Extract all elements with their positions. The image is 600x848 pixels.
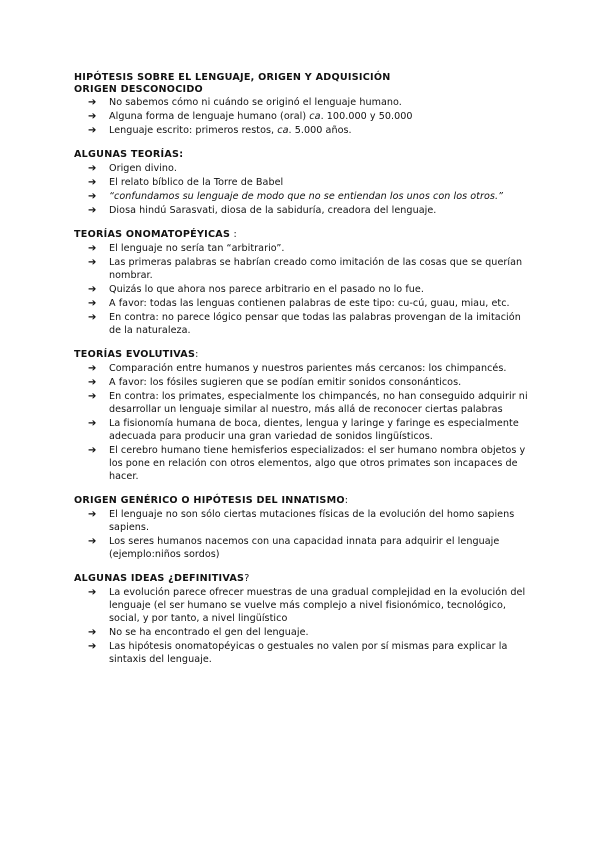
arrow-bullet-icon: ➔ [88, 509, 97, 520]
list-item-text: Las hipótesis onomatopéyicas o gestuales no valen por sí mismas para explicar la sintaxis del lenguaje. [109, 641, 508, 665]
section-heading [74, 495, 534, 507]
bullet-list [74, 508, 534, 561]
arrow-bullet-icon: ➔ [88, 641, 97, 652]
arrow-bullet-icon: ➔ [88, 391, 97, 402]
arrow-bullet-icon: ➔ [88, 125, 97, 136]
arrow-bullet-icon: ➔ [88, 163, 97, 174]
document-page [74, 72, 534, 667]
section-2 [74, 229, 534, 337]
list-item-italic: “confundamos su lenguaje de modo que no se entiendan los unos con los otros.” [109, 191, 504, 202]
title-line-2: ORIGEN DESCONOCIDO [74, 84, 203, 95]
list-item-text: Origen divino. [109, 163, 177, 174]
arrow-bullet-icon: ➔ [88, 445, 97, 456]
arrow-bullet-icon: ➔ [88, 627, 97, 638]
list-item [74, 535, 534, 561]
section-heading [74, 573, 534, 585]
section-heading-tail: ? [244, 573, 250, 584]
bullet-list [74, 162, 534, 217]
section-heading [74, 229, 534, 241]
arrow-bullet-icon: ➔ [88, 587, 97, 598]
arrow-bullet-icon: ➔ [88, 97, 97, 108]
section-heading-tail: : [195, 349, 199, 360]
list-item [74, 242, 534, 255]
arrow-bullet-icon: ➔ [88, 243, 97, 254]
arrow-bullet-icon: ➔ [88, 205, 97, 216]
list-item [74, 586, 534, 625]
list-item [74, 176, 534, 189]
list-item [74, 283, 534, 296]
list-item-text: En contra: no parece lógico pensar que todas las palabras provengan de la imitación de la naturaleza. [109, 312, 521, 336]
list-item [74, 640, 534, 666]
arrow-bullet-icon: ➔ [88, 377, 97, 388]
list-item-text: No se ha encontrado el gen del lenguaje. [109, 627, 309, 638]
arrow-bullet-icon: ➔ [88, 191, 97, 202]
arrow-bullet-icon: ➔ [88, 363, 97, 374]
bullet-list [74, 362, 534, 483]
list-item-text: No sabemos cómo ni cuándo se originó el lenguaje humano. [109, 97, 402, 108]
list-item-pre: Lenguaje escrito: primeros restos, [109, 125, 278, 136]
bullet-list [74, 586, 534, 666]
list-item-it: ca [309, 111, 321, 122]
section-heading-text: TEORÍAS EVOLUTIVAS [74, 349, 196, 360]
list-item [74, 376, 534, 389]
list-item [74, 362, 534, 375]
list-item-text: A favor: todas las lenguas contienen palabras de este tipo: cu-cú, guau, miau, etc. [109, 298, 510, 309]
section-heading-text: TEORÍAS ONOMATOPÉYICAS [74, 229, 231, 240]
section-4 [74, 495, 534, 561]
section-0 [74, 96, 534, 137]
list-item [74, 162, 534, 175]
list-item [74, 444, 534, 483]
list-item-text: El lenguaje no sería tan “arbitrario”. [109, 243, 285, 254]
list-item [74, 96, 534, 109]
list-item-text: La fisionomía humana de boca, dientes, lengua y laringe y faringe es especialmente adecuada para producir una gran variedad de sonidos lingüísticos. [109, 418, 519, 442]
arrow-bullet-icon: ➔ [88, 312, 97, 323]
section-heading-tail: : [230, 229, 237, 240]
list-item-text: Las primeras palabras se habrían creado como imitación de las cosas que se querían nombrar. [109, 257, 523, 281]
arrow-bullet-icon: ➔ [88, 298, 97, 309]
list-item-text: Quizás lo que ahora nos parece arbitrario en el pasado no lo fue. [109, 284, 424, 295]
list-item [74, 311, 534, 337]
section-heading-text: ALGUNAS TEORÍAS: [74, 149, 184, 160]
list-item-text: Los seres humanos nacemos con una capacidad innata para adquirir el lenguaje (ejemplo:niños sordos) [109, 536, 500, 560]
list-item-pre: Alguna forma de lenguaje humano (oral) [109, 111, 310, 122]
arrow-bullet-icon: ➔ [88, 284, 97, 295]
section-heading-text: ORIGEN GENÉRICO O HIPÓTESIS DEL INNATISMO [74, 495, 345, 506]
list-item [74, 626, 534, 639]
list-item [74, 190, 534, 203]
title-line-1: HIPÓTESIS SOBRE EL LENGUAJE, ORIGEN Y ADQUISICIÓN [74, 72, 391, 83]
document-title [74, 72, 534, 96]
list-item-text: Diosa hindú Sarasvati, diosa de la sabiduría, creadora del lenguaje. [109, 205, 437, 216]
section-1 [74, 149, 534, 217]
bullet-list [74, 96, 534, 137]
section-5 [74, 573, 534, 666]
list-item-text: A favor: los fósiles sugieren que se podían emitir sonidos consonánticos. [109, 377, 462, 388]
list-item-text: El lenguaje no son sólo ciertas mutaciones físicas de la evolución del homo sapiens sapiens. [109, 509, 515, 533]
section-heading [74, 349, 534, 361]
arrow-bullet-icon: ➔ [88, 177, 97, 188]
list-item [74, 390, 534, 416]
list-item [74, 124, 534, 137]
list-item-text: Comparación entre humanos y nuestros parientes más cercanos: los chimpancés. [109, 363, 507, 374]
list-item [74, 256, 534, 282]
list-item [74, 508, 534, 534]
section-heading-tail: : [344, 495, 349, 506]
section-heading-text: ALGUNAS IDEAS ¿DEFINITIVAS [74, 573, 245, 584]
arrow-bullet-icon: ➔ [88, 257, 97, 268]
list-item-text: El cerebro humano tiene hemisferios especializados: el ser humano nombra objetos y los pone en relación con otros elementos, algo que otros primates son incapaces de hacer. [109, 445, 526, 482]
sections-container [74, 96, 534, 666]
arrow-bullet-icon: ➔ [88, 111, 97, 122]
section-3 [74, 349, 534, 483]
bullet-list [74, 242, 534, 337]
list-item [74, 110, 534, 123]
list-item [74, 297, 534, 310]
list-item-text: La evolución parece ofrecer muestras de una gradual complejidad en la evolución del lenguaje (el ser humano se vuelve más complejo a nivel fisionómico, tecnológico, social, y por tanto, a nivel lingüístico [109, 587, 526, 624]
list-item [74, 417, 534, 443]
arrow-bullet-icon: ➔ [88, 536, 97, 547]
list-item-text: En contra: los primates, especialmente los chimpancés, no han conseguido adquirir ni desarrollar un lenguaje similar al nuestro, más allá de reconocer ciertas palabras [109, 391, 528, 415]
list-item-post: . 5.000 años. [288, 125, 352, 136]
list-item-text: El relato bíblico de la Torre de Babel [109, 177, 284, 188]
list-item-it: ca [277, 125, 289, 136]
arrow-bullet-icon: ➔ [88, 418, 97, 429]
list-item-post: . 100.000 y 50.000 [320, 111, 413, 122]
section-heading [74, 149, 534, 161]
list-item [74, 204, 534, 217]
